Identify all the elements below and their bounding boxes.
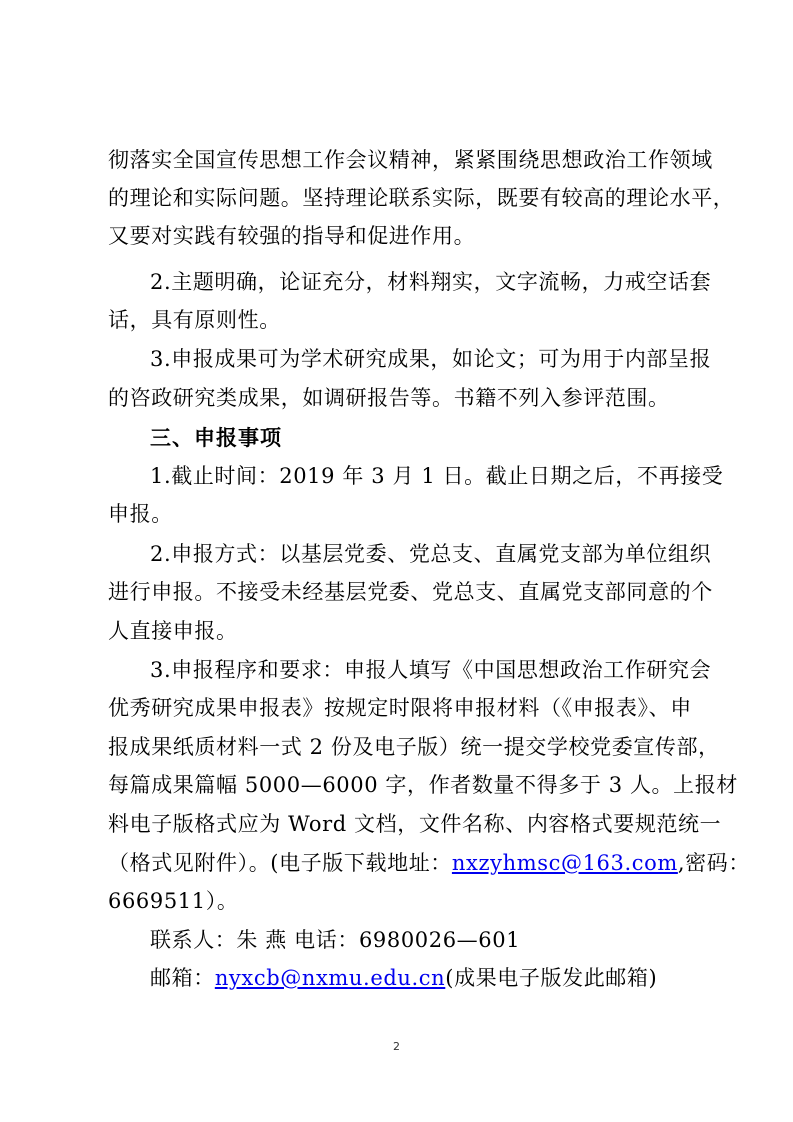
text-segment: 邮箱： xyxy=(150,966,215,990)
paragraph-line: 进行申报。不接受未经基层党委、党总支、直属党支部同意的个 xyxy=(108,580,713,604)
email-line xyxy=(150,964,657,992)
paragraph-line: 3.申报成果可为学术研究成果，如论文；可为用于内部呈报 xyxy=(150,347,712,371)
paragraph-line: 料电子版格式应为 Word 文档，文件名称、内容格式要规范统一 xyxy=(108,812,722,836)
email-link[interactable]: nyxcb@nxmu.edu.cn xyxy=(214,966,446,990)
page-number: 2 xyxy=(393,1040,400,1053)
paragraph-line: 又要对实践有较强的指导和促进作用。 xyxy=(108,224,476,248)
paragraph-line: 1.截止时间：2019 年 3 月 1 日。截止日期之后，不再接受 xyxy=(150,464,724,488)
paragraph-line: 的咨政研究类成果，如调研报告等。书籍不列入参评范围。 xyxy=(108,386,670,410)
text-segment: （格式见附件）。(电子版下载地址： xyxy=(108,851,452,875)
paragraph-line: 申报。 xyxy=(108,502,173,526)
paragraph-line: 2.主题明确，论证充分，材料翔实，文字流畅，力戒空话套 xyxy=(150,270,712,294)
paragraph-line: 6669511）。 xyxy=(108,889,239,913)
paragraph-line: 3.申报程序和要求：申报人填写《中国思想政治工作研究会 xyxy=(150,658,712,682)
paragraph-line: 2.申报方式：以基层党委、党总支、直属党支部为单位组织 xyxy=(150,542,712,566)
text-segment: (成果电子版发此邮箱) xyxy=(445,966,658,990)
paragraph-line: 报成果纸质材料一式 2 份及电子版）统一提交学校党委宣传部， xyxy=(108,735,720,759)
section-heading: 三、申报事项 xyxy=(150,425,282,450)
paragraph-line: 每篇成果篇幅 5000—6000 字，作者数量不得多于 3 人。上报材 xyxy=(108,773,738,797)
paragraph-line: 优秀研究成果申报表》按规定时限将申报材料（《申报表》、申 xyxy=(108,696,692,720)
download-address-link[interactable]: nxzyhmsc@163.com xyxy=(451,851,678,875)
paragraph-line: 的理论和实际问题。坚持理论联系实际，既要有较高的理论水平， xyxy=(108,186,735,210)
contact-line: 联系人：朱 燕 电话：6980026—601 xyxy=(150,928,521,952)
paragraph-line xyxy=(108,849,750,877)
text-segment: ,密码： xyxy=(677,851,750,875)
paragraph-line: 彻落实全国宣传思想工作会议精神，紧紧围绕思想政治工作领域 xyxy=(108,148,713,172)
paragraph-line: 人直接申报。 xyxy=(108,619,238,643)
paragraph-line: 话，具有原则性。 xyxy=(108,308,281,332)
